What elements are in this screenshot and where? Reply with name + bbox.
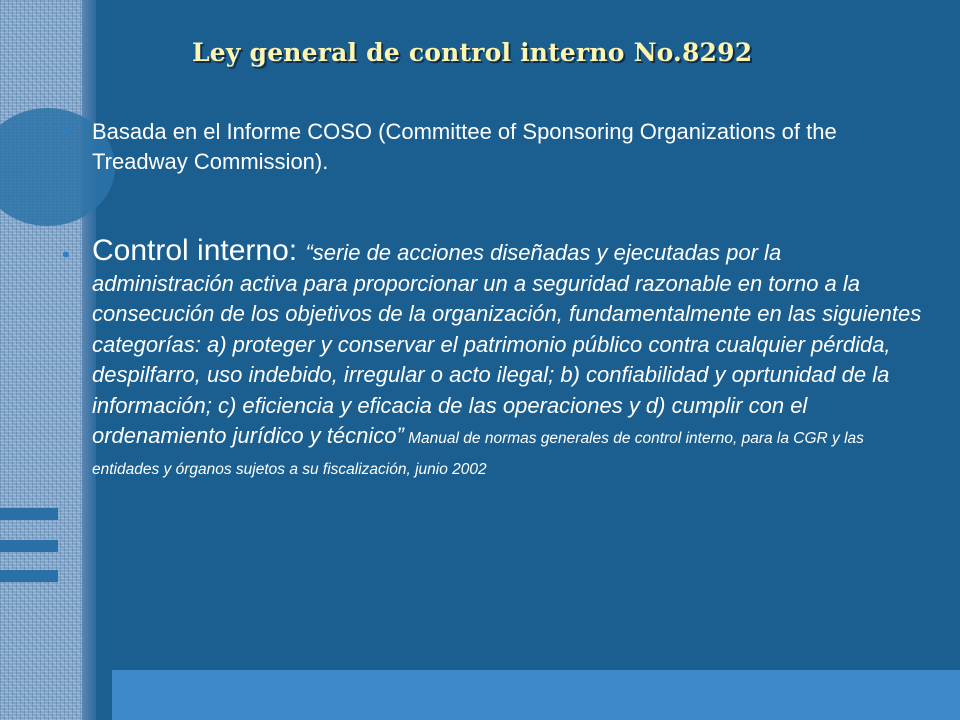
decorative-bar — [0, 540, 58, 552]
bullet-item-definition — [62, 236, 922, 482]
bullet-marker-icon: • — [62, 119, 70, 144]
decorative-bottom-band — [112, 670, 960, 720]
bullet-marker-icon: • — [62, 242, 70, 267]
slide-title: Ley general de control interno No.8292 — [192, 38, 753, 67]
definition-lead: Control interno: — [92, 234, 306, 267]
definition-citation: Manual de normas generales de control interno, para la CGR y las entidades y órganos sujetos a su fiscalización, junio 2002 — [92, 430, 864, 478]
bullet-text: Basada en el Informe COSO (Committee of Sponsoring Organizations of the Treadway Commission). — [92, 119, 837, 174]
definition-text — [92, 236, 922, 482]
decorative-bar — [0, 570, 58, 582]
decorative-bar — [0, 508, 58, 520]
definition-quote: “serie de acciones diseñadas y ejecutadas por la administración activa para proporcionar un a seguridad razonable en torno a la consecución de los objetivos de la organización, fundamentalmente en las siguientes categorías: a) proteger y conservar el patrimonio público contra cualquier pérdida, despilfarro, uso indebido, irregular o acto ilegal; b) confiabilidad y oprtunidad de la información; c) eficiencia y eficacia de las operaciones y d) cumplir con el ordenamiento jurídico y técnico” — [92, 240, 922, 448]
bullet-item-coso — [62, 117, 922, 177]
